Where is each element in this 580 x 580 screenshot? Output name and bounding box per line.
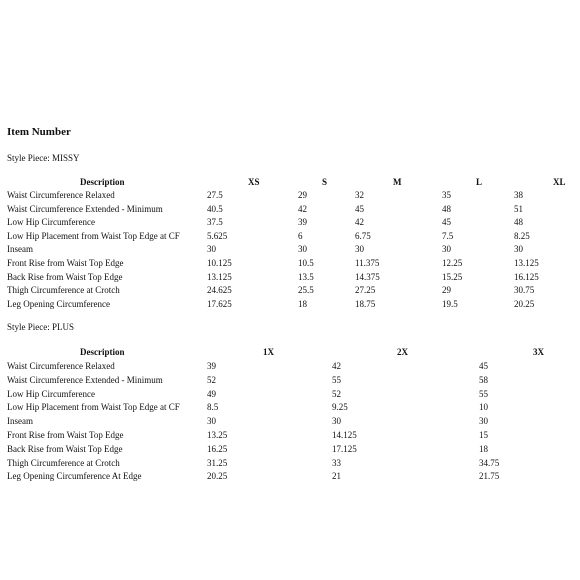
row-description: Front Rise from Waist Top Edge — [7, 258, 124, 268]
measurement-value: 13.125 — [514, 258, 539, 268]
style-piece-label: Style Piece: PLUS — [7, 322, 74, 332]
measurement-value: 30 — [479, 416, 488, 427]
measurement-value: 45 — [355, 203, 364, 214]
header-size: M — [393, 177, 402, 187]
measurement-value: 16.125 — [514, 271, 539, 282]
table-row — [0, 414, 580, 428]
measurement-value: 31.25 — [207, 457, 228, 468]
measurement-value: 21.75 — [479, 471, 500, 482]
measurement-value: 13.5 — [298, 271, 314, 282]
row-description: Waist Circumference Extended - Minimum — [7, 374, 163, 385]
measurement-value: 20.25 — [514, 298, 535, 309]
measurement-value: 30 — [207, 244, 216, 255]
table-row — [0, 188, 580, 202]
header-size: S — [322, 177, 328, 187]
measurement-value: 13.25 — [207, 430, 228, 440]
measurement-value: 6 — [298, 230, 303, 241]
measurement-value: 6.75 — [355, 230, 371, 241]
table-row — [0, 456, 580, 470]
measurement-value: 20.25 — [207, 471, 228, 482]
measurement-value: 45 — [442, 217, 451, 228]
measurement-value: 29 — [298, 190, 307, 200]
measurement-value: 16.25 — [207, 443, 228, 454]
measurement-value: 37.5 — [207, 217, 223, 228]
measurement-value: 14.375 — [355, 271, 380, 282]
measurement-value: 51 — [514, 203, 523, 214]
header-size: 2X — [397, 347, 408, 357]
measurement-value: 45 — [479, 361, 488, 371]
table-row — [0, 242, 580, 256]
measurement-value: 55 — [479, 388, 488, 399]
measurement-value: 35 — [442, 190, 451, 200]
measurement-value: 40.5 — [207, 203, 223, 214]
measurement-value: 7.5 — [442, 230, 454, 241]
measurement-value: 32 — [355, 190, 364, 200]
row-description: Low Hip Circumference — [7, 217, 95, 228]
measurement-value: 18.75 — [355, 298, 376, 309]
measurement-value: 27.25 — [355, 285, 376, 296]
table-row — [0, 387, 580, 401]
measurement-value: 27.5 — [207, 190, 223, 200]
row-description: Leg Opening Circumference — [7, 298, 110, 309]
measurement-value: 52 — [207, 374, 216, 385]
item-number-heading: Item Number — [7, 126, 71, 138]
header-size: XL — [553, 177, 566, 187]
table-row — [0, 428, 580, 442]
row-description: Leg Opening Circumference At Edge — [7, 471, 142, 482]
measurement-value: 34.75 — [479, 457, 500, 468]
header-size: XS — [248, 177, 260, 187]
table-row — [0, 400, 580, 414]
measurement-value: 17.125 — [332, 443, 357, 454]
measurement-value: 5.625 — [207, 230, 228, 241]
measurement-value: 12.25 — [442, 258, 463, 268]
measurement-value: 39 — [298, 217, 307, 228]
measurement-value: 42 — [332, 361, 341, 371]
table-header-row — [0, 175, 580, 189]
row-description: Front Rise from Waist Top Edge — [7, 430, 124, 440]
measurement-value: 30.75 — [514, 285, 535, 296]
measurement-value: 18 — [479, 443, 488, 454]
row-description: Back Rise from Waist Top Edge — [7, 271, 123, 282]
measurement-value: 8.25 — [514, 230, 530, 241]
row-description: Low Hip Placement from Waist Top Edge at CF — [7, 402, 180, 413]
measurement-value: 33 — [332, 457, 341, 468]
measurement-value: 13.125 — [207, 271, 232, 282]
table-row — [0, 202, 580, 216]
header-description: Description — [80, 177, 125, 187]
measurement-value: 10 — [479, 402, 488, 413]
measurement-value: 11.375 — [355, 258, 380, 268]
table-row — [0, 442, 580, 456]
measurement-value: 15.25 — [442, 271, 463, 282]
measurement-value: 30 — [332, 416, 341, 427]
measurement-value: 58 — [479, 374, 488, 385]
measurement-value: 10.125 — [207, 258, 232, 268]
measurement-value: 10.5 — [298, 258, 314, 268]
row-description: Low Hip Circumference — [7, 388, 95, 399]
measurement-value: 25.5 — [298, 285, 314, 296]
row-description: Low Hip Placement from Waist Top Edge at CF — [7, 230, 180, 241]
table-row — [0, 215, 580, 229]
table-row — [0, 469, 580, 483]
measurement-value: 9.25 — [332, 402, 348, 413]
table-row — [0, 373, 580, 387]
measurement-value: 42 — [355, 217, 364, 228]
measurement-value: 21 — [332, 471, 341, 482]
measurement-value: 55 — [332, 374, 341, 385]
header-size: L — [476, 177, 483, 187]
row-description: Waist Circumference Extended - Minimum — [7, 203, 163, 214]
measurement-value: 14.125 — [332, 430, 357, 440]
measurement-value: 30 — [207, 416, 216, 427]
row-description: Back Rise from Waist Top Edge — [7, 443, 123, 454]
measurement-value: 42 — [298, 203, 307, 214]
table-row — [0, 256, 580, 270]
measurement-value: 30 — [355, 244, 364, 255]
row-description: Thigh Circumference at Crotch — [7, 285, 120, 296]
table-header-row — [0, 345, 580, 359]
table-row — [0, 297, 580, 311]
style-piece-label: Style Piece: MISSY — [7, 153, 80, 163]
measurement-value: 48 — [442, 203, 451, 214]
measurement-value: 29 — [442, 285, 451, 296]
row-description: Thigh Circumference at Crotch — [7, 457, 120, 468]
row-description: Waist Circumference Relaxed — [7, 361, 115, 371]
measurement-value: 38 — [514, 190, 523, 200]
measurement-value: 24.625 — [207, 285, 232, 296]
measurement-value: 39 — [207, 361, 216, 371]
row-description: Waist Circumference Relaxed — [7, 190, 115, 200]
table-row — [0, 229, 580, 243]
header-size: 3X — [533, 347, 544, 357]
table-row — [0, 283, 580, 297]
measurement-value: 18 — [298, 298, 307, 309]
measurement-value: 49 — [207, 388, 216, 399]
measurement-value: 30 — [442, 244, 451, 255]
row-description: Inseam — [7, 244, 33, 255]
measurement-value: 48 — [514, 217, 523, 228]
measurement-value: 19.5 — [442, 298, 458, 309]
measurement-value: 8.5 — [207, 402, 219, 413]
measurement-value: 30 — [298, 244, 307, 255]
table-row — [0, 270, 580, 284]
measurement-value: 15 — [479, 430, 488, 440]
table-row — [0, 359, 580, 373]
measurement-value: 30 — [514, 244, 523, 255]
header-description: Description — [80, 347, 125, 357]
header-size: 1X — [263, 347, 274, 357]
row-description: Inseam — [7, 416, 33, 427]
measurement-value: 17.625 — [207, 298, 232, 309]
measurement-value: 52 — [332, 388, 341, 399]
